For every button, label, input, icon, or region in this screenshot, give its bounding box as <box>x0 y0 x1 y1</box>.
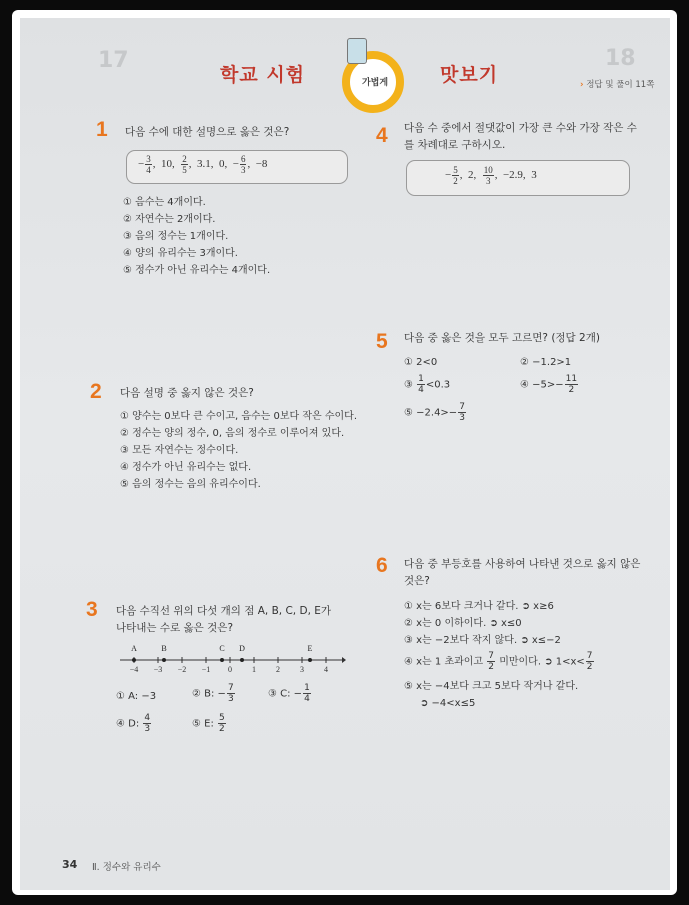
option-2: ② 정수는 양의 정수, 0, 음의 정수로 이루어져 있다. <box>120 428 345 439</box>
option-1: ① 2<0 <box>404 357 438 368</box>
svg-text:−2: −2 <box>177 665 187 674</box>
svg-text:0: 0 <box>228 665 232 674</box>
question-number: 2 <box>90 380 102 403</box>
option-4: ④ x는 1 초과이고 $\frac{7}{2}$ 미만이다. ➲ 1<x< $\frac{7}{2}$ <box>404 651 593 672</box>
option-3: ③ C: − $\frac{1}{4}$ <box>268 683 310 704</box>
faded-page-number: 17 <box>98 48 129 73</box>
option-4: ④ 양의 유리수는 3개이다. <box>123 248 238 259</box>
question-text: 를 차례대로 구하시오. <box>404 139 506 151</box>
option-5: ⑤ 정수가 아닌 유리수는 4개이다. <box>123 265 271 276</box>
option-4: ④ −5>− $\frac{11}{2}$ <box>520 374 578 395</box>
option-5: ⑤ 음의 정수는 음의 유리수이다. <box>120 479 261 490</box>
option-2: ② B: − $\frac{7}{3}$ <box>192 683 234 704</box>
title-left: 학교 시험 <box>220 64 306 86</box>
svg-text:A: A <box>131 644 137 653</box>
number-list: − $\frac{3}{4}$ , 10, $\frac{2}{5}$ , 3.1, 0, − $\frac{6}{3}$ , −8 <box>138 154 268 175</box>
option-2: ② x는 0 이하이다. ➲ x≤0 <box>404 618 522 629</box>
svg-text:C: C <box>219 644 225 653</box>
svg-text:2: 2 <box>276 665 280 674</box>
option-5: ⑤ x는 −4보다 크고 5보다 작거나 같다. <box>404 681 579 692</box>
option-4: ④ D: $\frac{4}{3}$ <box>116 713 151 734</box>
question-text: 다음 수에 대한 설명으로 옳은 것은? <box>125 126 290 138</box>
title-right: 맛보기 <box>440 64 499 86</box>
option-5: ⑤ −2.4>− $\frac{7}{3}$ <box>404 402 465 423</box>
faded-page-number: 18 <box>605 46 636 71</box>
chapter-title: Ⅱ. 정수와 유리수 <box>92 862 161 873</box>
svg-text:E: E <box>307 644 313 653</box>
option-5-answer: ➲ −4<x≤5 <box>420 698 476 709</box>
option-1: ① x는 6보다 크거나 같다. ➲ x≥6 <box>404 601 554 612</box>
option-3: ③ $\frac{1}{4}$ <0.3 <box>404 374 451 395</box>
svg-text:−3: −3 <box>153 665 163 674</box>
question-text: 것은? <box>404 575 430 587</box>
page-number: 34 <box>62 858 78 871</box>
question-text: 다음 수직선 위의 다섯 개의 점 A, B, C, D, E가 <box>116 605 332 617</box>
option-3: ③ 모든 자연수는 정수이다. <box>120 445 239 456</box>
question-number: 5 <box>376 330 388 353</box>
svg-text:3: 3 <box>300 665 304 674</box>
option-2: ② −1.2>1 <box>520 357 572 368</box>
title-center: 가볍게 <box>361 78 389 88</box>
option-1: ① A: −3 <box>116 691 157 702</box>
question-text: 다음 설명 중 옳지 않은 것은? <box>120 387 254 399</box>
option-1: ① 양수는 0보다 큰 수이고, 음수는 0보다 작은 수이다. <box>120 411 358 422</box>
svg-text:D: D <box>239 644 245 653</box>
svg-text:B: B <box>161 644 167 653</box>
answer-reference: › 정답 및 풀이 11쪽 <box>580 80 655 90</box>
question-text: 나타내는 수로 옳은 것은? <box>116 622 234 634</box>
question-text: 다음 중 부등호를 사용하여 나타낸 것으로 옳지 않은 <box>404 558 641 570</box>
svg-text:−1: −1 <box>201 665 211 674</box>
question-text: 다음 수 중에서 절댓값이 가장 큰 수와 가장 작은 수 <box>404 122 637 134</box>
textbook-page <box>20 18 670 890</box>
option-2: ② 자연수는 2개이다. <box>123 214 216 225</box>
question-text: 다음 중 옳은 것을 모두 고르면? (정답 2개) <box>404 332 600 344</box>
option-3: ③ x는 −2보다 작지 않다. ➲ x≤−2 <box>404 635 561 646</box>
option-5: ⑤ E: $\frac{5}{2}$ <box>192 713 225 734</box>
option-1: ① 음수는 4개이다. <box>123 197 206 208</box>
number-line <box>116 640 346 674</box>
question-number: 1 <box>96 118 108 141</box>
question-number: 4 <box>376 124 388 147</box>
question-number: 3 <box>86 598 98 621</box>
number-list: − $\frac{5}{2}$ , 2, $\frac{10}{3}$ , −2.9, 3 <box>445 165 537 186</box>
svg-text:−4: −4 <box>129 665 139 674</box>
cup-icon <box>347 38 367 64</box>
question-number: 6 <box>376 554 388 577</box>
option-3: ③ 음의 정수는 1개이다. <box>123 231 229 242</box>
svg-text:1: 1 <box>252 665 256 674</box>
option-4: ④ 정수가 아닌 유리수는 없다. <box>120 462 252 473</box>
svg-text:4: 4 <box>324 665 328 674</box>
